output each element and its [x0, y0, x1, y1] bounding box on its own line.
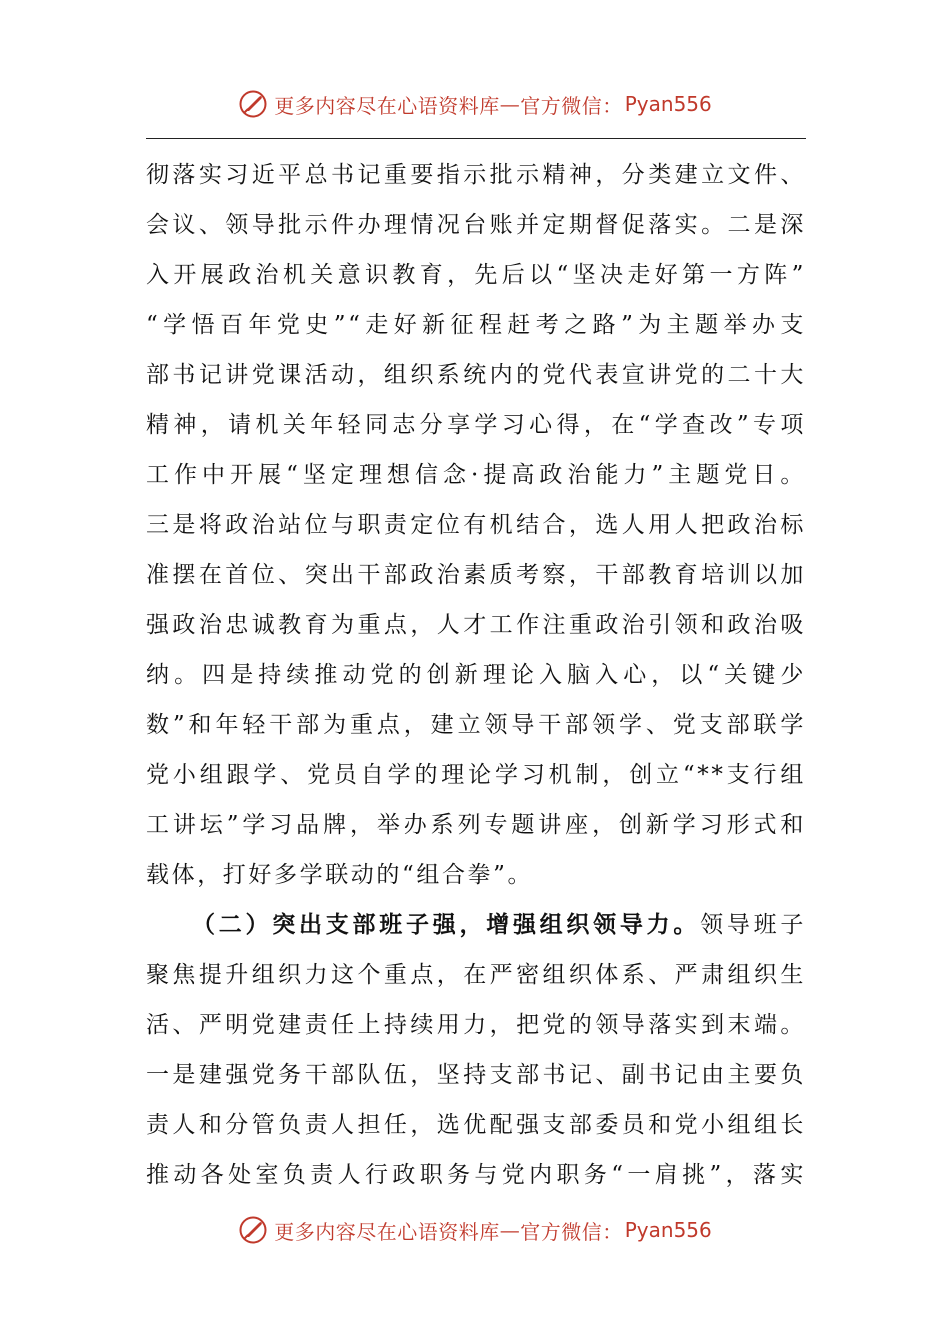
paragraph-line: 责人和分管负责人担任，选优配强支部委员和党小组组长 — [146, 1112, 806, 1138]
paragraph-line: 载体，打好多学联动的“组合拳”。 — [146, 862, 534, 888]
wechat-id: Pyan556 — [624, 1218, 712, 1242]
paragraph-line: 活、严明党建责任上持续用力，把党的领导落实到末端。 — [146, 1012, 806, 1038]
paragraph-line: 彻落实习近平总书记重要指示批示精神，分类建立文件、 — [146, 162, 806, 188]
paragraph-line: 推动各处室负责人行政职务与党内职务“一肩挑”，落实 — [146, 1162, 806, 1188]
paragraph-line: 三是将政治站位与职责定位有机结合，选人用人把政治标 — [146, 512, 806, 538]
footer-banner — [0, 1210, 950, 1250]
paragraph-line: “学悟百年党史”“走好新征程赶考之路”为主题举办支 — [146, 312, 806, 338]
header-divider — [146, 138, 806, 139]
paragraph-line: 入开展政治机关意识教育，先后以“坚决走好第一方阵” — [146, 262, 806, 288]
paragraph-line: 聚焦提升组织力这个重点，在严密组织体系、严肃组织生 — [146, 962, 806, 988]
paragraph-line: 数”和年轻干部为重点，建立领导干部领学、党支部联学 — [146, 712, 806, 738]
paragraph-line: 强政治忠诚教育为重点，人才工作注重政治引领和政治吸 — [146, 612, 806, 638]
paragraph-line: 工作中开展“坚定理想信念·提高政治能力”主题党日。 — [146, 462, 806, 488]
section-heading: （二）突出支部班子强，增强组织领导力。 — [192, 911, 701, 938]
wechat-label: 官方微信： — [520, 93, 623, 118]
quill-logo-icon — [238, 1215, 268, 1245]
paragraph-line: 准摆在首位、突出干部政治素质考察，干部教育培训以加 — [146, 562, 806, 588]
banner-text: 更多内容尽在心语资料库 — [274, 93, 500, 118]
banner-dash: — — [499, 92, 521, 116]
banner-text: 更多内容尽在心语资料库 — [274, 1219, 500, 1244]
banner-dash: — — [499, 1218, 521, 1242]
section-heading-tail: 领导班子 — [700, 912, 806, 938]
document-body — [146, 150, 806, 1200]
paragraph-line: 精神，请机关年轻同志分享学习心得，在“学查改”专项 — [146, 412, 806, 438]
header-banner — [0, 84, 950, 124]
quill-logo-icon — [238, 89, 268, 119]
paragraph-line: 会议、领导批示件办理情况台账并定期督促落实。二是深 — [146, 212, 806, 238]
paragraph-line: 党小组跟学、党员自学的理论学习机制，创立“**支行组 — [146, 762, 806, 788]
wechat-id: Pyan556 — [624, 92, 712, 116]
paragraph-line: 工讲坛”学习品牌，举办系列专题讲座，创新学习形式和 — [146, 812, 806, 838]
paragraph-line: 一是建强党务干部队伍，坚持支部书记、副书记由主要负 — [146, 1062, 806, 1088]
paragraph-line: 部书记讲党课活动，组织系统内的党代表宣讲党的二十大 — [146, 362, 806, 388]
paragraph-line: 纳。四是持续推动党的创新理论入脑入心，以“关键少 — [146, 662, 806, 688]
wechat-label: 官方微信： — [520, 1219, 623, 1244]
section-heading-line — [146, 900, 806, 950]
